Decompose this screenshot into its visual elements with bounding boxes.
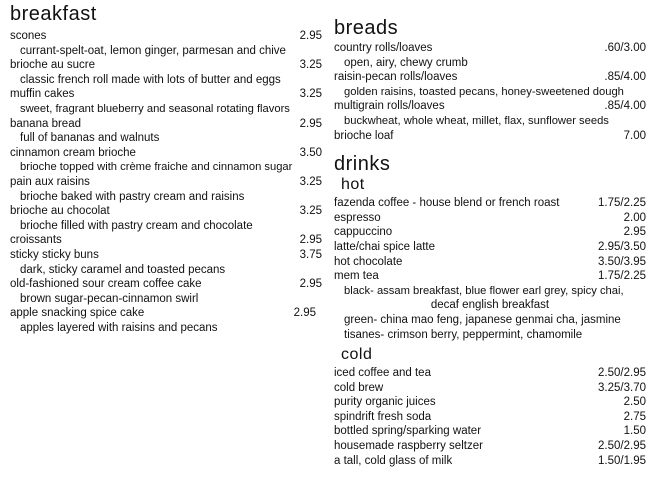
item-name: muffin cakes	[10, 88, 75, 101]
breakfast-heading: breakfast	[10, 3, 97, 25]
item-description: sweet, fragrant blueberry and seasonal rotating flavors	[20, 102, 290, 115]
menu-item-row	[10, 204, 322, 219]
item-name: latte/chai spice latte	[334, 240, 436, 253]
item-name: brioche loaf	[334, 129, 394, 142]
item-name: purity organic juices	[334, 396, 436, 409]
item-name: iced coffee and tea	[334, 367, 431, 380]
item-name: brioche au chocolat	[10, 205, 110, 218]
item-price: 2.95	[299, 278, 322, 291]
item-description: buckwheat, whole wheat, millet, flax, sunflower seeds	[344, 114, 609, 127]
item-name: cinnamon cream brioche	[10, 146, 136, 159]
item-price: .85/4.00	[604, 100, 646, 113]
item-price: 1.75/2.25	[598, 270, 646, 283]
menu-item-row	[10, 146, 322, 161]
item-price: 2.50	[623, 396, 646, 409]
item-price: 2.95	[293, 307, 316, 320]
item-name: a tall, cold glass of milk	[334, 454, 453, 467]
item-description: classic french roll made with lots of butter and eggs	[20, 73, 281, 86]
item-name: spindrift fresh soda	[334, 410, 432, 423]
item-price: 3.50	[299, 146, 322, 159]
item-name: hot chocolate	[334, 255, 403, 268]
item-name: fazenda coffee - house blend or french roast	[334, 197, 560, 210]
menu-item-row	[334, 99, 646, 114]
item-name: brioche au sucre	[10, 59, 96, 72]
item-name: cappuccino	[334, 226, 393, 239]
item-name: apple snacking spice cake	[10, 307, 145, 320]
item-name: housemade raspberry seltzer	[334, 440, 483, 453]
hot-subheading: hot	[341, 176, 365, 194]
breakfast-column	[10, 0, 322, 335]
item-price: 2.95	[299, 30, 322, 42]
menu-item-row	[334, 439, 646, 454]
item-price: 3.75	[299, 248, 322, 261]
cold-subheading: cold	[341, 346, 373, 364]
menu-item-row	[334, 381, 646, 396]
item-description: brioche filled with pastry cream and chocolate	[20, 219, 253, 232]
menu-item-row	[10, 58, 322, 73]
menu-item-row	[334, 211, 646, 226]
item-name: old-fashioned sour cream coffee cake	[10, 278, 202, 291]
item-price: .85/4.00	[604, 71, 646, 84]
item-name: country rolls/loaves	[334, 42, 433, 54]
item-name: croissants	[10, 234, 62, 247]
item-price: 1.75/2.25	[598, 197, 646, 210]
item-name: sticky sticky buns	[10, 248, 99, 261]
menu-item-row	[334, 366, 646, 381]
menu-item-row	[334, 395, 646, 410]
item-price: 2.95	[299, 117, 322, 130]
menu-item-row	[10, 29, 322, 44]
item-price: 3.25	[299, 59, 322, 72]
breads-heading: breads	[334, 17, 399, 39]
item-price: .60/3.00	[604, 42, 646, 54]
menu-item-row	[334, 240, 646, 255]
item-name: cold brew	[334, 381, 384, 394]
menu-item-row	[334, 255, 646, 270]
menu-item-row	[10, 248, 322, 263]
item-description: apples layered with raisins and pecans	[20, 321, 218, 334]
menu-item-row	[10, 175, 322, 190]
item-name: raisin-pecan rolls/loaves	[334, 71, 458, 84]
item-price: 3.25/3.70	[598, 381, 646, 394]
menu-item-row	[10, 87, 322, 102]
menu-item-row	[334, 41, 646, 56]
menu-item-row	[334, 225, 646, 240]
menu-item-row	[10, 117, 322, 132]
menu-item-row	[334, 196, 646, 211]
item-price: 2.95/3.50	[598, 240, 646, 253]
item-description: currant-spelt-oat, lemon ginger, parmesan and chive	[20, 44, 286, 57]
item-name: multigrain rolls/loaves	[334, 100, 445, 113]
item-description: brown sugar-pecan-cinnamon swirl	[20, 292, 199, 305]
item-price: 3.50/3.95	[598, 255, 646, 268]
item-price: 1.50/1.95	[598, 454, 646, 467]
tea-description: tisanes- crimson berry, peppermint, chamomile	[344, 328, 583, 341]
menu-item-row	[334, 424, 646, 439]
drinks-heading: drinks	[334, 153, 391, 176]
item-price: 2.95	[299, 234, 322, 247]
menu-item-row	[334, 70, 646, 85]
menu-item-row	[334, 269, 646, 284]
item-price: 2.95	[623, 226, 646, 239]
item-name: mem tea	[334, 270, 379, 283]
item-price: 1.50	[623, 425, 646, 438]
tea-description: green- china mao feng, japanese genmai cha, jasmine	[344, 313, 621, 326]
item-price: 2.50/2.95	[598, 367, 646, 380]
item-description: brioche topped with crème fraiche and cinnamon sugar	[20, 161, 293, 174]
item-price: 7.00	[623, 129, 646, 142]
item-name: scones	[10, 30, 47, 42]
item-description: full of bananas and walnuts	[20, 132, 160, 145]
item-name: bottled spring/sparking water	[334, 425, 482, 438]
menu-item-row	[334, 454, 646, 469]
item-description: golden raisins, toasted pecans, honey-sweetened dough	[344, 85, 624, 98]
item-price: 2.75	[623, 410, 646, 423]
menu-item-row	[10, 277, 322, 292]
item-name: banana bread	[10, 117, 81, 130]
item-name: pain aux raisins	[10, 175, 90, 188]
tea-description: decaf english breakfast	[430, 299, 550, 312]
item-price: 2.50/2.95	[598, 440, 646, 453]
item-price: 2.00	[623, 211, 646, 224]
menu-item-row	[334, 410, 646, 425]
menu-item-row	[10, 306, 316, 321]
menu-item-row	[334, 129, 646, 144]
item-description: brioche baked with pastry cream and raisins	[20, 190, 245, 203]
item-price: 3.25	[299, 88, 322, 101]
item-name: espresso	[334, 211, 381, 224]
item-description: dark, sticky caramel and toasted pecans	[20, 263, 226, 276]
item-price: 3.25	[299, 175, 322, 188]
item-price: 3.25	[299, 205, 322, 218]
menu-item-row	[10, 233, 322, 248]
item-description: open, airy, chewy crumb	[344, 56, 468, 69]
tea-description: black- assam breakfast, blue flower earl grey, spicy chai,	[344, 284, 624, 297]
breads-drinks-column	[334, 0, 646, 468]
